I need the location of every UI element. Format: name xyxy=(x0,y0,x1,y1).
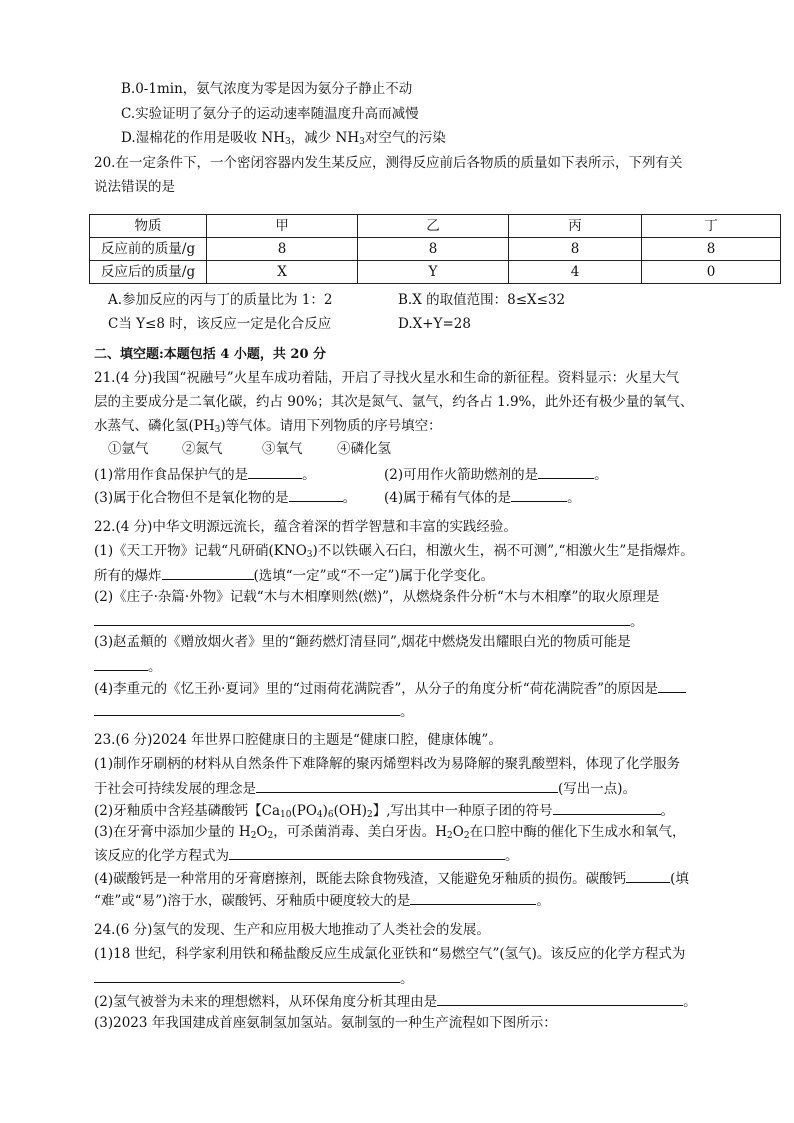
table-cell: X xyxy=(207,261,358,284)
q24-line1: 24.(6 分)氢气的发现、生产和应用极大地推动了人类社会的发展。 xyxy=(94,922,490,938)
answer-blank[interactable] xyxy=(410,890,536,905)
q20-option-a: A.参加反应的丙与丁的质量比为 1：2 xyxy=(108,292,333,308)
table-cell: 8 xyxy=(207,238,358,261)
table-cell: Y xyxy=(358,261,509,284)
table-header-row xyxy=(90,215,781,238)
answer-blank[interactable] xyxy=(256,778,558,793)
q21-part1: (1)常用作食品保护气的是 。 xyxy=(94,464,316,484)
q23-line5: (3)在牙膏中添加少量的 $H_2O_2$，可杀菌消毒、美白牙齿。$H_2O_2$在口腔中酶的催化下生成水和氧气， xyxy=(94,824,686,841)
q21-part3: (3)属于化合物但不是氧化物的是 。 xyxy=(94,487,356,507)
table-cell: 反应前的质量/g xyxy=(90,238,207,261)
table-cell: 8 xyxy=(642,238,781,261)
q21-choice-4: ④磷化氢 xyxy=(337,441,391,457)
q23-line1: 23.(6 分)2024 年世界口腔健康日的主题是“健康口腔，健康体魄”。 xyxy=(94,732,502,748)
q22-line9: 。 xyxy=(94,701,414,721)
q20-option-d: D.X+Y=28 xyxy=(398,316,471,332)
section-2-title: 二、填空题:本题包括 4 小题，共 20 分 xyxy=(94,347,327,362)
q20-option-c: C当 Y≤8 时，该反应一定是化合反应 xyxy=(108,316,332,332)
q20-stem-line1: 20.在一定条件下，一个密闭容器内发生某反应，测得反应前后各物质的质量如下表所示，下列有关 xyxy=(94,155,683,171)
answer-blank[interactable] xyxy=(229,845,505,860)
q19-option-c: C.实验证明了氨分子的运动速率随温度升高而减慢 xyxy=(121,106,419,122)
q22-line1: 22.(4 分)中华文明源远流长，蕴含着深的哲学智慧和丰富的实践经验。 xyxy=(94,519,517,535)
table-header-cell: 丁 xyxy=(642,215,781,238)
table-cell: 反应后的质量/g xyxy=(90,261,207,284)
q23-line3: 于社会可持续发展的理念是 (写出一点)。 xyxy=(94,778,636,798)
q22-line8: (4)李重元的《忆王孙·夏词》里的“过雨荷花满院香”，从分子的角度分析“荷花满院香”的原因是 xyxy=(94,678,686,698)
q23-line8: “难”或“易”)溶于水，碳酸钙、牙釉质中硬度较大的是 。 xyxy=(94,890,550,910)
answer-blank[interactable] xyxy=(437,991,683,1006)
q19-option-d: D.湿棉花的作用是吸收 $NH_3$，减少 $NH_3$对空气的污染 xyxy=(121,130,446,147)
answer-blank[interactable] xyxy=(94,701,400,716)
q22-line2: (1)《天工开物》记载“凡研硝$(KNO_3)$不以铁碾入石臼，相激火生，祸不可测”,“相激火生”是指爆炸。 xyxy=(94,543,694,560)
q23-line6: 该反应的化学方程式为 。 xyxy=(94,845,519,865)
table-row xyxy=(90,261,781,284)
q22-line3: 所有的爆炸 (选填“一定”或“不一定”)属于化学变化。 xyxy=(94,565,494,585)
q21-line1: 21.(4 分)我国“祝融号”火星车成功着陆，开启了寻找火星水和生命的新征程。资料显示：火星大气 xyxy=(94,370,680,386)
q21-line3: 水蒸气、磷化氢$(PH_3)$等气体。请用下列物质的序号填空： xyxy=(94,418,442,435)
q20-option-b: B.X 的取值范围：8≤X≤32 xyxy=(398,292,566,308)
table-row xyxy=(90,238,781,261)
q21-part4: (4)属于稀有气体的是 。 xyxy=(384,487,581,507)
answer-blank[interactable] xyxy=(553,800,661,815)
q22-line7: 。 xyxy=(94,656,162,676)
answer-blank[interactable] xyxy=(289,487,343,502)
answer-blank[interactable] xyxy=(511,487,567,502)
q24-line5: (3)2023 年我国建成首座氨制氢加氢站。氨制氢的一种生产流程如下图所示： xyxy=(94,1015,557,1031)
mass-table xyxy=(89,214,781,284)
table-header-cell: 甲 xyxy=(207,215,358,238)
table-header-cell: 丙 xyxy=(509,215,642,238)
q24-line3: 。 xyxy=(94,968,414,988)
table-cell: 4 xyxy=(509,261,642,284)
answer-blank[interactable] xyxy=(538,464,594,479)
q21-choice-3: ③氧气 xyxy=(262,441,303,457)
answer-blank[interactable] xyxy=(94,611,630,626)
q21-part2: (2)可用作火箭助燃剂的是 。 xyxy=(384,464,608,484)
q21-choice-1: ①氩气 xyxy=(108,441,149,457)
table-cell: 0 xyxy=(642,261,781,284)
q24-line4: (2)氢气被誉为未来的理想燃料，从环保角度分析其理由是 。 xyxy=(94,991,697,1011)
q22-line6: (3)赵孟頫的《赠放烟火者》里的“鉔药燃灯清昼同”,烟花中燃烧发出耀眼白光的物质可能是 xyxy=(94,634,631,650)
q23-line7: (4)碳酸钙是一种常用的牙膏磨擦剂，既能去除食物残渣，又能避免牙釉质的损伤。碳酸钙 (填 xyxy=(94,868,689,888)
q23-line2: (1)制作牙刷柄的材料从自然条件下难降解的聚丙烯塑料改为易降解的聚乳酸塑料，体现了化学服务 xyxy=(94,756,681,772)
answer-blank[interactable] xyxy=(94,656,148,671)
q21-line2: 层的主要成分是二氧化碳，约占 90%；其次是氮气、氩气，约各占 1.9%，此外还有极少量的氧气、 xyxy=(94,394,694,410)
table-header-cell: 乙 xyxy=(358,215,509,238)
q22-line5: 。 xyxy=(94,611,644,631)
answer-blank[interactable] xyxy=(162,565,254,580)
answer-blank[interactable] xyxy=(94,968,400,983)
q24-line2: (1)18 世纪，科学家利用铁和稀盐酸反应生成氯化亚铁和“易燃空气”(氢气)。该反应的化学方程式为 xyxy=(94,946,686,962)
answer-blank[interactable] xyxy=(658,678,686,693)
table-cell: 8 xyxy=(358,238,509,261)
answer-blank[interactable] xyxy=(248,464,302,479)
answer-blank[interactable] xyxy=(626,868,670,883)
table-header-cell: 物质 xyxy=(90,215,207,238)
q21-choice-2: ②氮气 xyxy=(182,441,223,457)
q19-option-b: B.0-1min，氨气浓度为零是因为氨分子静止不动 xyxy=(121,81,413,97)
q23-line4: (2)牙釉质中含羟基磷酸钙【$Ca_{10}(PO_4)_6(OH)_2$】,写出其中一种原子团的符号 。 xyxy=(94,800,674,824)
q22-line4: (2)《庄子·杂篇·外物》记载“木与木相摩则然(燃)”，从燃烧条件分析“木与木相摩”的取火原理是 xyxy=(94,589,660,605)
table-cell: 8 xyxy=(509,238,642,261)
q20-stem-line2: 说法错误的是 xyxy=(94,179,175,195)
